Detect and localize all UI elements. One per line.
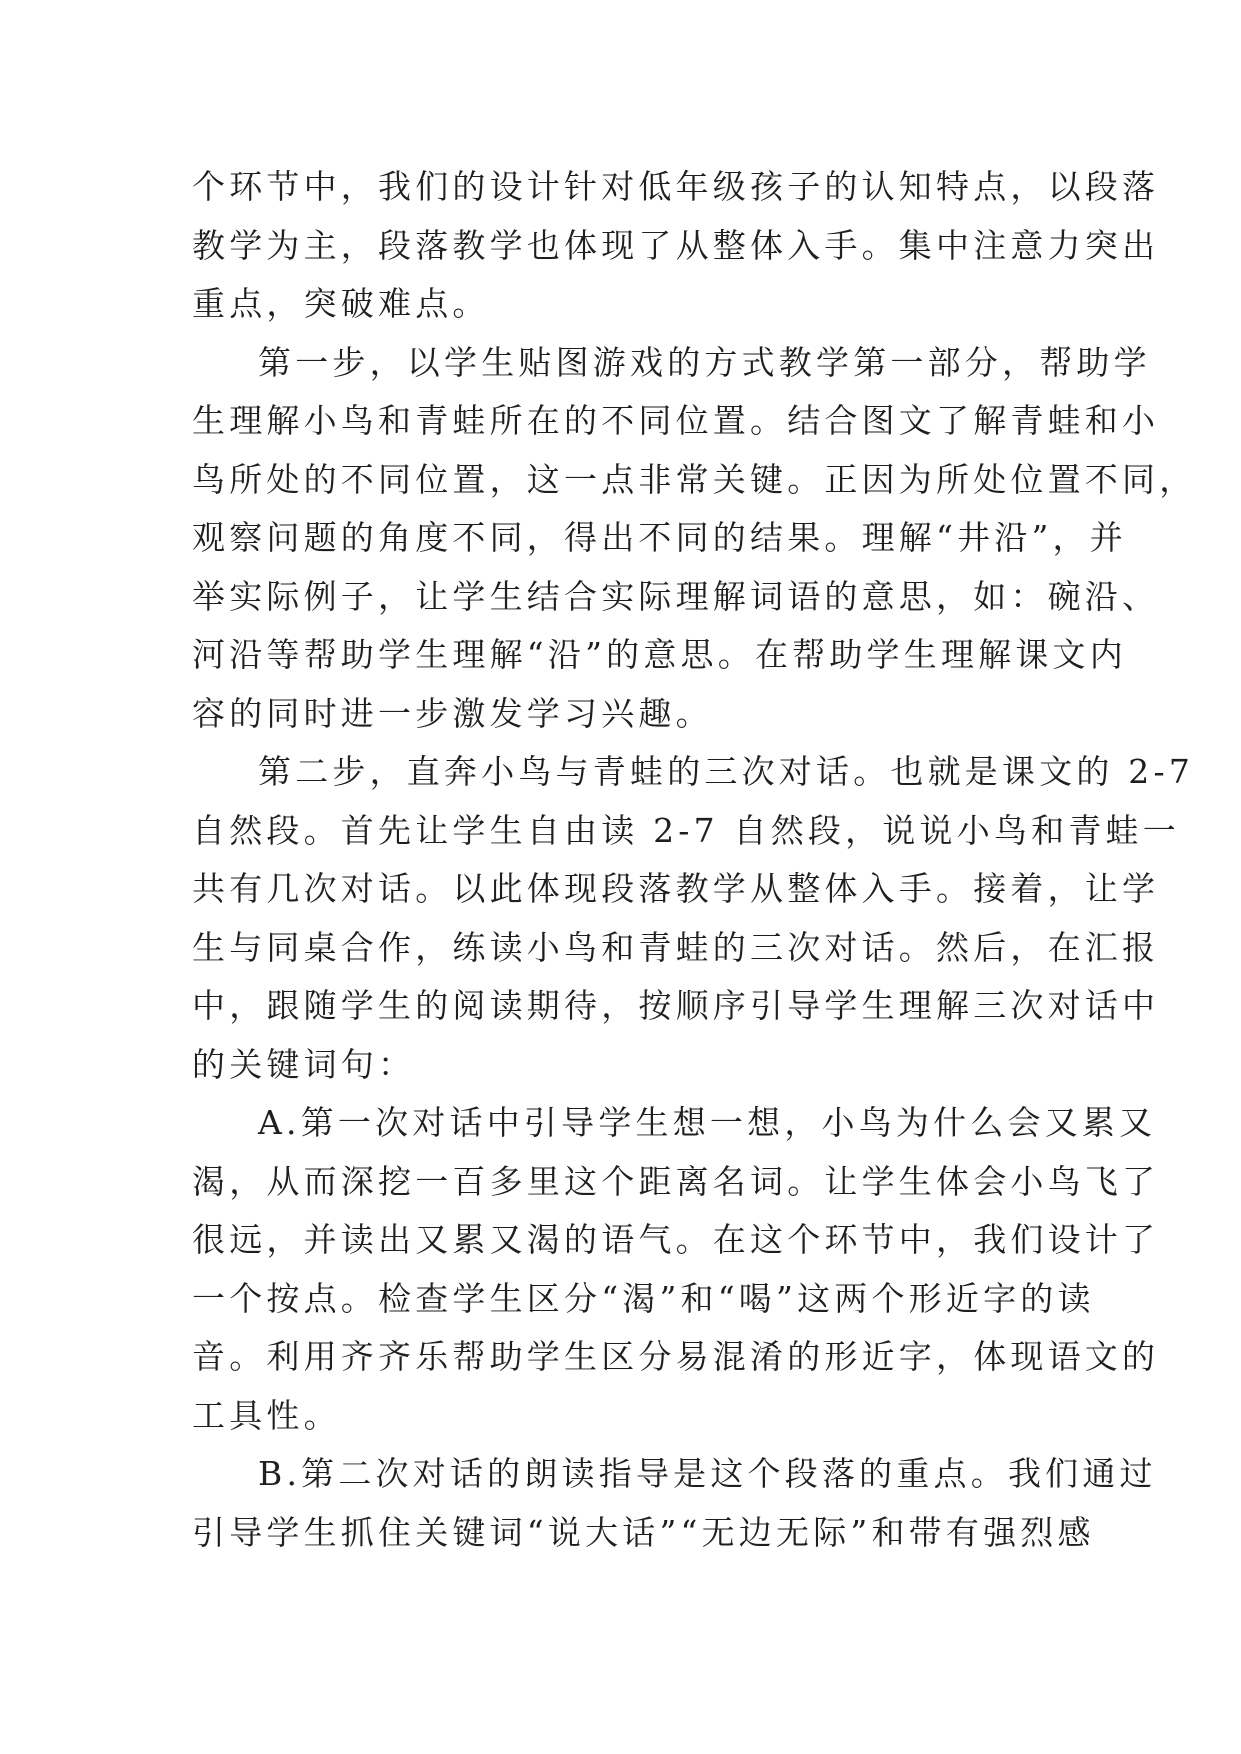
- text-line: 生理解小鸟和青蛙所在的不同位置。结合图文了解青蛙和小: [192, 401, 1160, 440]
- text-line: 河沿等帮助学生理解“沿”的意思。在帮助学生理解课文内: [192, 635, 1127, 674]
- text-line: 渴，从而深挖一百多里这个距离名词。让学生体会小鸟飞了: [192, 1161, 1160, 1201]
- text-line: 中，跟随学生的阅读期待，按顺序引导学生理解三次对话中: [192, 986, 1160, 1025]
- text-line: 第二步，直奔小鸟与青蛙的三次对话。也就是课文的 2-7: [258, 752, 1195, 791]
- text-line: 第一步，以学生贴图游戏的方式教学第一部分，帮助学: [258, 342, 1151, 382]
- text-line: 的关键词句：: [192, 1044, 416, 1084]
- text-line: 很远，并读出又累又渴的语气。在这个环节中，我们设计了: [192, 1220, 1160, 1259]
- text-line: 鸟所处的不同位置，这一点非常关键。正因为所处位置不同，: [192, 459, 1197, 499]
- text-line: 引导学生抓住关键词“说大话”“无边无际”和带有强烈感: [192, 1512, 1095, 1552]
- text-line: 音。利用齐齐乐帮助学生区分易混淆的形近字，体现语文的: [192, 1337, 1160, 1376]
- text-line: A.第一次对话中引导学生想一想，小鸟为什么会又累又: [258, 1103, 1157, 1142]
- text-line: 生与同桌合作，练读小鸟和青蛙的三次对话。然后，在汇报: [192, 927, 1160, 967]
- text-line: 一个按点。检查学生区分“渴”和“喝”这两个形近字的读: [192, 1278, 1095, 1318]
- text-line: 共有几次对话。以此体现段落教学从整体入手。接着，让学: [192, 869, 1160, 908]
- text-line: 重点，突破难点。: [192, 284, 490, 323]
- document-body: [192, 158, 1197, 1562]
- text-line: 观察问题的角度不同，得出不同的结果。理解“井沿”，并: [192, 518, 1127, 557]
- text-line: 容的同时进一步激发学习兴趣。: [192, 693, 713, 733]
- text-line: 个环节中，我们的设计针对低年级孩子的认知特点，以段落: [192, 167, 1160, 206]
- text-line: 教学为主，段落教学也体现了从整体入手。集中注意力突出: [192, 225, 1160, 265]
- text-line: 工具性。: [192, 1395, 341, 1435]
- text-line: 举实际例子，让学生结合实际理解词语的意思，如：碗沿、: [192, 576, 1160, 616]
- text-line: B.第二次对话的朗读指导是这个段落的重点。我们通过: [258, 1454, 1157, 1493]
- text-line: 自然段。首先让学生自由读 2-7 自然段，说说小鸟和青蛙一: [192, 810, 1180, 850]
